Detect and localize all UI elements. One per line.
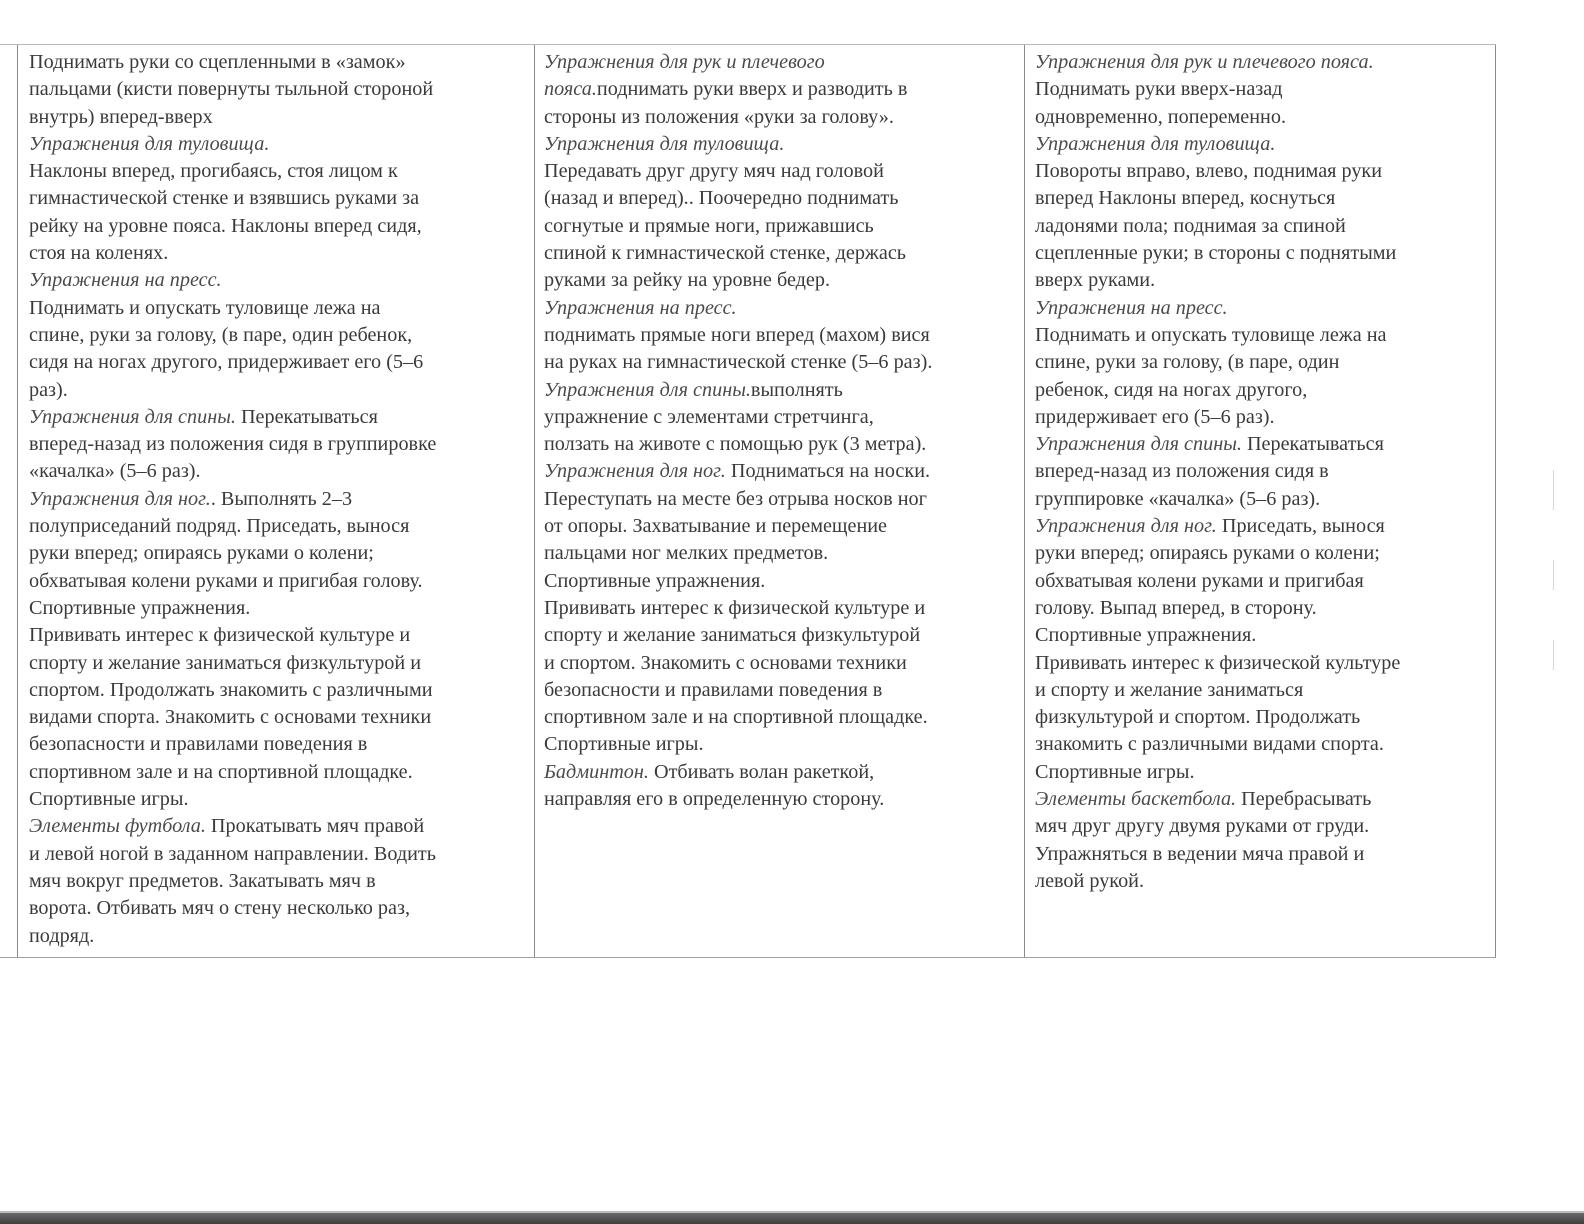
body-text: и спортом. Знакомить с основами техники: [544, 651, 907, 674]
text-line: [544, 377, 1024, 404]
text-line: [1035, 104, 1495, 131]
text-line: [29, 677, 534, 704]
scanner-bottom-edge: [0, 1213, 1584, 1224]
section-heading-italic: Упражнения для спины.: [544, 378, 751, 401]
body-text: видами спорта. Знакомить с основами техники: [29, 706, 432, 729]
body-text: безопасности и правилами поведения в: [29, 733, 368, 756]
body-text: от опоры. Захватывание и перемещение: [544, 515, 888, 538]
text-line: [29, 895, 534, 922]
text-line: [29, 486, 534, 513]
text-line: [29, 240, 534, 267]
body-text: спортом. Продолжать знакомить с различными: [29, 678, 433, 701]
body-text: стороны из положения «руки за голову».: [544, 105, 894, 128]
text-line: [544, 240, 1024, 267]
body-text: обхватывая колени руками и пригибая: [1035, 569, 1364, 592]
text-line: [29, 786, 534, 813]
body-text: Приседать, вынося: [1216, 515, 1385, 538]
text-line: [1035, 158, 1495, 185]
section-heading-italic: Упражнения на пресс.: [544, 296, 737, 319]
text-line: [1035, 540, 1495, 567]
text-line: [29, 759, 534, 786]
text-line: [29, 923, 534, 950]
body-text: Прививать интерес к физической культуре: [1035, 651, 1401, 674]
scan-artifact-mark: [1553, 470, 1554, 510]
text-line: [544, 540, 1024, 567]
text-line: [29, 540, 534, 567]
table-cell-column-3: [1024, 45, 1496, 957]
text-line: [1035, 240, 1495, 267]
body-text: Спортивные игры.: [544, 733, 704, 756]
body-text: обхватывая колени руками и пригибая голову.: [29, 569, 423, 592]
text-line: [1035, 486, 1495, 513]
text-line: [544, 786, 1024, 813]
text-line: [544, 104, 1024, 131]
text-line: [1035, 295, 1495, 322]
body-text: сцепленные руки; в стороны с поднятыми: [1035, 242, 1397, 265]
text-line: [29, 650, 534, 677]
text-line: [1035, 731, 1495, 758]
text-line: [544, 704, 1024, 731]
body-text: спортивном зале и на спортивной площадке.: [544, 706, 928, 729]
text-line: [544, 622, 1024, 649]
body-text: гимнастической стенке и взявшись руками за: [29, 187, 420, 210]
body-text: Упражняться в ведении мяча правой и: [1035, 842, 1365, 865]
text-line: [544, 295, 1024, 322]
body-text: рейку на уровне пояса. Наклоны вперед сидя,: [29, 214, 422, 237]
text-line: [29, 213, 534, 240]
text-line: [29, 731, 534, 758]
section-heading-italic: Упражнения на пресс.: [1035, 296, 1228, 319]
text-line: [544, 267, 1024, 294]
body-text: Перекатываться: [1241, 433, 1384, 456]
text-line: [1035, 786, 1495, 813]
body-text: Передавать друг другу мяч над головой: [544, 160, 884, 183]
body-text: стоя на коленях.: [29, 242, 169, 265]
text-line: [1035, 568, 1495, 595]
text-line: [544, 185, 1024, 212]
body-text: Спортивные упражнения.: [544, 569, 766, 592]
section-heading-italic: Упражнения для рук и плечевого пояса.: [1035, 51, 1374, 73]
text-line: [1035, 431, 1495, 458]
text-line: [544, 349, 1024, 376]
body-text: Спортивные игры.: [29, 788, 189, 811]
body-text: на руках на гимнастической стенке (5–6 раз).: [544, 351, 933, 374]
body-text: подряд.: [29, 924, 95, 947]
text-line: [29, 595, 534, 622]
section-heading-italic: Упражнения для ног.: [1035, 515, 1217, 538]
text-line: [29, 295, 534, 322]
table-cell-column-1: [17, 45, 534, 957]
scan-artifact-mark: [1553, 560, 1554, 590]
body-text: ворота. Отбивать мяч о стену несколько раз,: [29, 897, 410, 920]
body-text: Наклоны вперед, прогибаясь, стоя лицом к: [29, 160, 398, 183]
text-line: [1035, 622, 1495, 649]
section-heading-italic: пояса.: [544, 78, 597, 101]
text-line: [544, 458, 1024, 485]
text-line: [1035, 322, 1495, 349]
text-line: [544, 513, 1024, 540]
section-heading-italic: Упражнения на пресс.: [29, 269, 222, 292]
text-line: [1035, 650, 1495, 677]
section-heading-italic: Бадминтон.: [544, 760, 649, 783]
text-line: [544, 158, 1024, 185]
text-line: [544, 404, 1024, 431]
text-line: [29, 841, 534, 868]
body-text: Перебрасывать: [1236, 788, 1372, 811]
text-line: [1035, 349, 1495, 376]
body-text: руками за рейку на уровне бедер.: [544, 269, 831, 292]
body-text: Переступать на месте без отрыва носков ног: [544, 487, 927, 510]
text-line: [1035, 513, 1495, 540]
section-heading-italic: Упражнения для ног.: [29, 487, 211, 510]
exercise-table: [0, 44, 1496, 958]
body-text: ладонями пола; поднимая за спиной: [1035, 214, 1346, 237]
text-line: [29, 513, 534, 540]
body-text: Отбивать волан ракеткой,: [648, 760, 875, 783]
body-text: знакомить с различными видами спорта.: [1035, 733, 1384, 756]
body-text: поднимать прямые ноги вперед (махом) вися: [544, 323, 930, 346]
body-text: спине, руки за голову, (в паре, один ребенок,: [29, 323, 413, 346]
body-text: «качалка» (5–6 раз).: [29, 460, 201, 483]
body-text: раз).: [29, 378, 68, 401]
text-line: [544, 431, 1024, 458]
text-line: [29, 458, 534, 485]
text-line: [29, 813, 534, 840]
section-heading-italic: Упражнения для ног.: [544, 460, 726, 483]
body-text: Перекатываться: [235, 405, 378, 428]
text-line: [544, 568, 1024, 595]
text-line: [1035, 377, 1495, 404]
section-heading-italic: Упражнения для туловища.: [544, 132, 785, 155]
text-line: [544, 677, 1024, 704]
text-line: [29, 104, 534, 131]
text-line: [1035, 185, 1495, 212]
body-text: пальцами ног мелких предметов.: [544, 542, 829, 565]
text-line: [1035, 868, 1495, 895]
body-text: ползать на животе с помощью рук (3 метра).: [544, 433, 927, 456]
text-line: [544, 486, 1024, 513]
body-text: Подниматься на носки.: [725, 460, 931, 483]
body-text: Поднимать и опускать туловище лежа на: [1035, 323, 1387, 346]
body-text: вперед Наклоны вперед, коснуться: [1035, 187, 1336, 210]
text-line: [29, 868, 534, 895]
text-line: [544, 650, 1024, 677]
text-line: [29, 568, 534, 595]
text-line: [544, 759, 1024, 786]
text-line: [29, 404, 534, 431]
body-text: группировке «качалка» (5–6 раз).: [1035, 487, 1321, 510]
text-line: [29, 267, 534, 294]
scan-artifact-mark: [1553, 640, 1554, 670]
text-line: [29, 377, 534, 404]
text-line: [1035, 49, 1495, 76]
section-heading-italic: Упражнения для рук и плечевого: [544, 51, 825, 73]
text-line: [544, 731, 1024, 758]
body-text: направляя его в определенную сторону.: [544, 788, 885, 811]
text-line: [544, 131, 1024, 158]
text-line: [29, 349, 534, 376]
text-line: [1035, 76, 1495, 103]
section-heading-italic: Элементы футбола.: [29, 815, 206, 838]
body-text: и левой ногой в заданном направлении. Водить: [29, 842, 436, 865]
body-text: сидя на ногах другого, придерживает его (5–6: [29, 351, 424, 374]
body-text: согнутые и прямые ноги, прижавшись: [544, 214, 874, 237]
text-line: [1035, 704, 1495, 731]
text-line: [1035, 813, 1495, 840]
body-text: физкультурой и спортом. Продолжать: [1035, 706, 1361, 729]
section-heading-italic: Упражнения для спины.: [1035, 433, 1242, 456]
text-line: [29, 622, 534, 649]
body-text: голову. Выпад вперед, в сторону.: [1035, 596, 1317, 619]
text-line: [29, 322, 534, 349]
body-text: Спортивные игры.: [1035, 760, 1195, 783]
text-line: [544, 595, 1024, 622]
body-text: ребенок, сидя на ногах другого,: [1035, 378, 1308, 401]
text-line: [1035, 213, 1495, 240]
body-text: мяч друг другу двумя руками от груди.: [1035, 815, 1370, 838]
body-text: внутрь) вперед-вверх: [29, 105, 213, 128]
body-text: придерживает его (5–6 раз).: [1035, 405, 1275, 428]
body-text: Прививать интерес к физической культуре и: [29, 624, 411, 647]
text-line: [1035, 458, 1495, 485]
body-text: (назад и вперед).. Поочередно поднимать: [544, 187, 899, 210]
body-text: руки вперед; опираясь руками о колени;: [1035, 542, 1380, 565]
body-text: Поднимать и опускать туловище лежа на: [29, 296, 381, 319]
body-text: Прививать интерес к физической культуре и: [544, 596, 926, 619]
text-line: [544, 322, 1024, 349]
text-line: [1035, 677, 1495, 704]
text-line: [29, 49, 534, 76]
body-text: левой рукой.: [1035, 869, 1145, 892]
body-text: Спортивные упражнения.: [29, 596, 251, 619]
body-text: спиной к гимнастической стенке, держась: [544, 242, 906, 265]
text-line: [544, 49, 1024, 76]
text-line: [1035, 595, 1495, 622]
body-text: спорту и желание заниматься физкультурой и: [29, 651, 422, 674]
body-text: Поднимать руки вверх-назад: [1035, 78, 1283, 101]
text-line: [1035, 759, 1495, 786]
text-line: [29, 185, 534, 212]
body-text: вперед-назад из положения сидя в: [1035, 460, 1329, 483]
section-heading-italic: Упражнения для туловища.: [29, 132, 270, 155]
text-line: [1035, 404, 1495, 431]
body-text: одновременно, попеременно.: [1035, 105, 1286, 128]
text-line: [29, 131, 534, 158]
text-line: [1035, 841, 1495, 868]
body-text: Повороты вправо, влево, поднимая руки: [1035, 160, 1383, 183]
text-line: [544, 76, 1024, 103]
body-text: вперед-назад из положения сидя в группировке: [29, 433, 437, 456]
body-text: и спорту и желание заниматься: [1035, 678, 1304, 701]
body-text: мяч вокруг предметов. Закатывать мяч в: [29, 869, 376, 892]
text-line: [1035, 131, 1495, 158]
body-text: полуприседаний подряд. Приседать, вынося: [29, 515, 410, 538]
body-text: вверх руками.: [1035, 269, 1156, 292]
body-text: спине, руки за голову, (в паре, один: [1035, 351, 1340, 374]
body-text: Поднимать руки со сцепленными в «замок»: [29, 51, 406, 73]
body-text: поднимать руки вверх и разводить в: [596, 78, 908, 101]
section-heading-italic: Упражнения для туловища.: [1035, 132, 1276, 155]
body-text: спортивном зале и на спортивной площадке.: [29, 760, 413, 783]
text-line: [544, 213, 1024, 240]
text-line: [29, 704, 534, 731]
body-text: руки вперед; опираясь руками о колени;: [29, 542, 374, 565]
table-cell-column-2: [534, 45, 1024, 957]
text-line: [29, 158, 534, 185]
body-text: спорту и желание заниматься физкультурой: [544, 624, 921, 647]
section-heading-italic: Упражнения для спины.: [29, 405, 236, 428]
text-line: [1035, 267, 1495, 294]
body-text: пальцами (кисти повернуты тыльной стороной: [29, 78, 434, 101]
body-text: упражнение с элементами стретчинга,: [544, 405, 874, 428]
section-heading-italic: Элементы баскетбола.: [1035, 788, 1237, 811]
text-line: [29, 76, 534, 103]
text-line: [29, 431, 534, 458]
body-text: . Выполнять 2–3: [210, 487, 353, 510]
body-text: безопасности и правилами поведения в: [544, 678, 883, 701]
body-text: Спортивные упражнения.: [1035, 624, 1257, 647]
body-text: Прокатывать мяч правой: [205, 815, 425, 838]
body-text: выполнять: [750, 378, 843, 401]
